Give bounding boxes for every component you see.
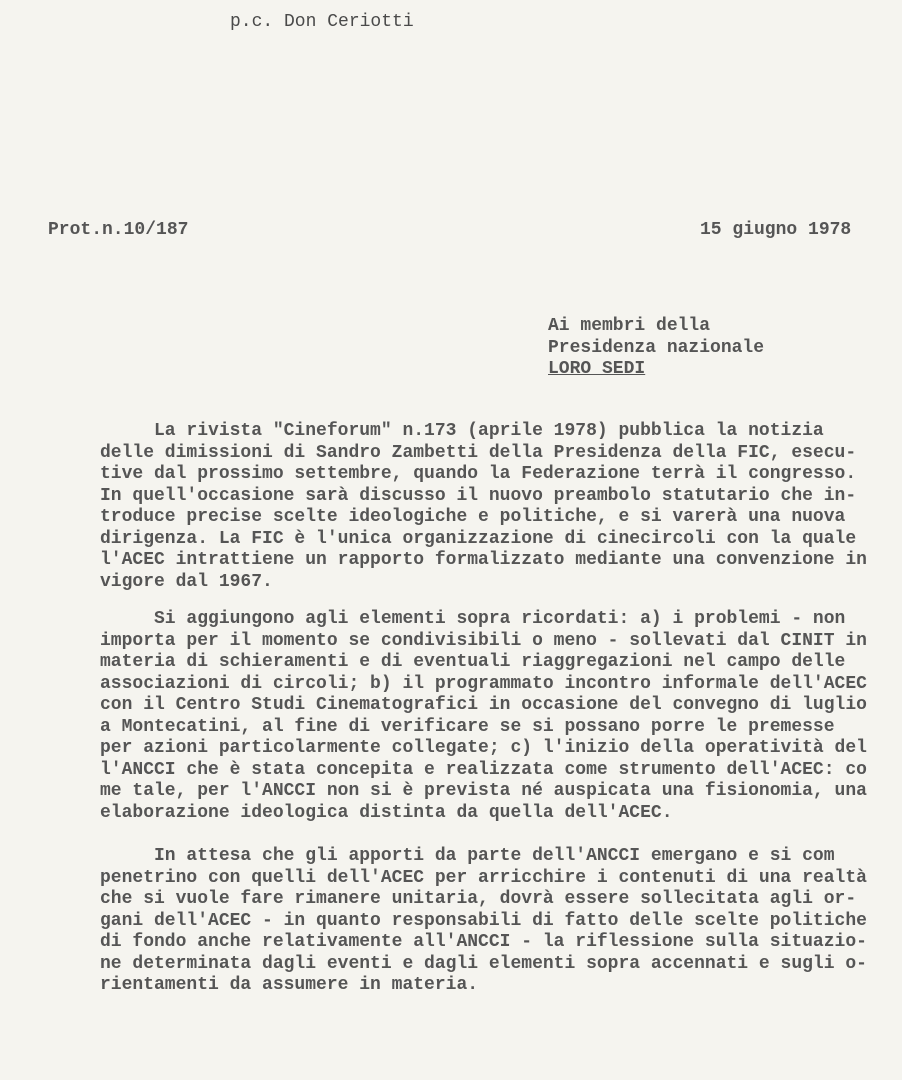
paragraph-line: materia di schieramenti e di eventuali riaggregazioni nel campo delle xyxy=(100,652,846,672)
paragraph-line: ne determinata dagli eventi e dagli elementi sopra accennati e sugli o- xyxy=(100,953,867,974)
body-paragraph-2 xyxy=(100,609,867,824)
paragraph-line: l'ANCCI che è stata concepita e realizzata come strumento dell'ACEC: co xyxy=(100,759,867,780)
paragraph-line: In attesa che gli apporti da parte dell'ANCCI emergano e si com xyxy=(100,846,835,866)
body-paragraph-3 xyxy=(100,846,867,997)
body-paragraph-1 xyxy=(100,421,867,593)
paragraph-line: tive dal prossimo settembre, quando la Federazione terrà il congresso. xyxy=(100,464,857,484)
paragraph-line: importa per il momento se condivisibili o meno - sollevati dal CINIT in xyxy=(100,630,867,651)
recipient-block xyxy=(548,316,764,381)
paragraph-line: gani dell'ACEC - in quanto responsabili di fatto delle scelte politiche xyxy=(100,910,867,931)
paragraph-line: vigore dal 1967. xyxy=(100,571,273,592)
recipient-line: Presidenza nazionale xyxy=(548,337,765,358)
paragraph-line: dirigenza. La FIC è l'unica organizzazione di cinecircoli con la quale xyxy=(100,528,857,549)
cc-line: p.c. Don Ceriotti xyxy=(230,12,414,32)
paragraph-line: a Montecatini, al fine di verificare se si possano porre le premesse xyxy=(100,716,835,737)
paragraph-line: per azioni particolarmente collegate; c) l'inizio della operatività del xyxy=(100,738,867,758)
protocol-number: Prot.n.10/187 xyxy=(48,220,189,240)
paragraph-line: Si aggiungono agli elementi sopra ricordati: a) i problemi - non xyxy=(100,609,846,629)
recipient-line: LORO SEDI xyxy=(548,359,646,379)
paragraph-line: troduce precise scelte ideologiche e politiche, e si varerà una nuova xyxy=(100,507,846,527)
recipient-line: Ai membri della xyxy=(548,316,711,336)
paragraph-line: associazioni di circoli; b) il programmato incontro informale dell'ACEC xyxy=(100,673,867,694)
paragraph-line: delle dimissioni di Sandro Zambetti della Presidenza della FIC, esecu- xyxy=(100,442,857,463)
paragraph-line: l'ACEC intrattiene un rapporto formalizzato mediante una convenzione in xyxy=(100,550,867,570)
letter-date: 15 giugno 1978 xyxy=(700,220,852,240)
paragraph-line: me tale, per l'ANCCI non si è prevista né auspicata una fisionomia, una xyxy=(100,781,867,801)
paragraph-line: penetrino con quelli dell'ACEC per arricchire i contenuti di una realtà xyxy=(100,867,867,888)
paragraph-line: rientamenti da assumere in materia. xyxy=(100,975,479,995)
paragraph-line: che si vuole fare rimanere unitaria, dovrà essere sollecitata agli or- xyxy=(100,889,857,909)
paragraph-line: In quell'occasione sarà discusso il nuovo preambolo statutario che in- xyxy=(100,485,857,506)
paragraph-line: La rivista "Cineforum" n.173 (aprile 1978) pubblica la notizia xyxy=(100,421,824,441)
paragraph-line: elaborazione ideologica distinta da quella dell'ACEC. xyxy=(100,802,673,823)
paragraph-line: con il Centro Studi Cinematografici in occasione del convegno di luglio xyxy=(100,695,867,715)
paragraph-line: di fondo anche relativamente all'ANCCI - la riflessione sulla situazio- xyxy=(100,932,867,952)
